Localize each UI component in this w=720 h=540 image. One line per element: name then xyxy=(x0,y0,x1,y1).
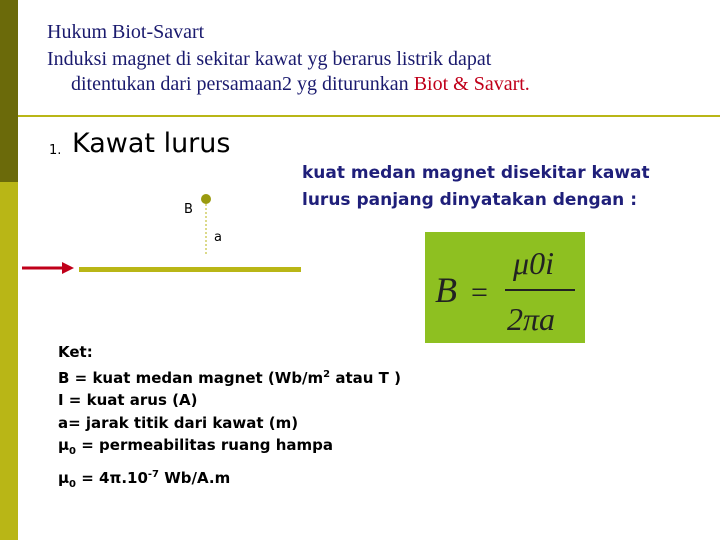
formula-equation xyxy=(425,232,585,343)
current-arrow-icon xyxy=(62,262,74,274)
legend-a: a= jarak titik dari kawat (m) xyxy=(58,413,299,432)
legend-mu-value-sub: 0 xyxy=(69,478,77,490)
legend-mu-symbol: μ xyxy=(58,436,70,454)
formula-numerator: μ0i xyxy=(513,245,554,281)
legend-mu-text: = permeabilitas ruang hampa xyxy=(76,436,333,454)
intro-line-2-text: ditentukan dari persamaan2 yg diturunkan xyxy=(71,73,414,95)
legend-b-text: B = kuat medan magnet (Wb/m xyxy=(58,368,324,387)
legend-mu-value xyxy=(58,464,401,497)
formula-equals: = xyxy=(471,276,488,309)
legend-title: Ket: xyxy=(58,343,93,361)
legend-mu xyxy=(58,434,401,464)
legend-i: I = kuat arus (A) xyxy=(58,391,198,409)
section-heading: Kawat lurus xyxy=(72,128,231,159)
formula-box xyxy=(425,232,585,343)
point-label-b: B xyxy=(184,202,193,217)
legend-mu-value-sup: -7 xyxy=(147,468,160,480)
legend-mu-value-tail: Wb/A.m xyxy=(159,468,231,487)
legend-b-sup: 2 xyxy=(323,368,331,380)
section-number: 1. xyxy=(49,143,62,158)
slide-title: Hukum Biot-Savart xyxy=(47,21,205,43)
description-text: kuat medan magnet disekitar kawat lurus panjang dinyatakan dengan : xyxy=(302,163,650,210)
distance-label-a: a xyxy=(214,230,222,245)
formula-lhs: B xyxy=(435,270,457,310)
legend-mu-sub: 0 xyxy=(69,446,77,457)
legend-b xyxy=(58,364,401,390)
intro-highlight: Biot & Savart. xyxy=(413,73,530,95)
legend-b-tail: atau T ) xyxy=(330,368,401,387)
legend-block xyxy=(58,341,401,496)
legend-mu-value-mid: = 4π.10 xyxy=(76,468,148,487)
point-b-dot xyxy=(201,194,211,204)
legend-mu-value-symbol: μ xyxy=(58,468,70,487)
wire xyxy=(79,267,301,272)
formula-denominator: 2πa xyxy=(507,301,556,337)
intro-line-1: Induksi magnet di sekitar kawat yg berarus listrik dapat xyxy=(47,48,492,70)
